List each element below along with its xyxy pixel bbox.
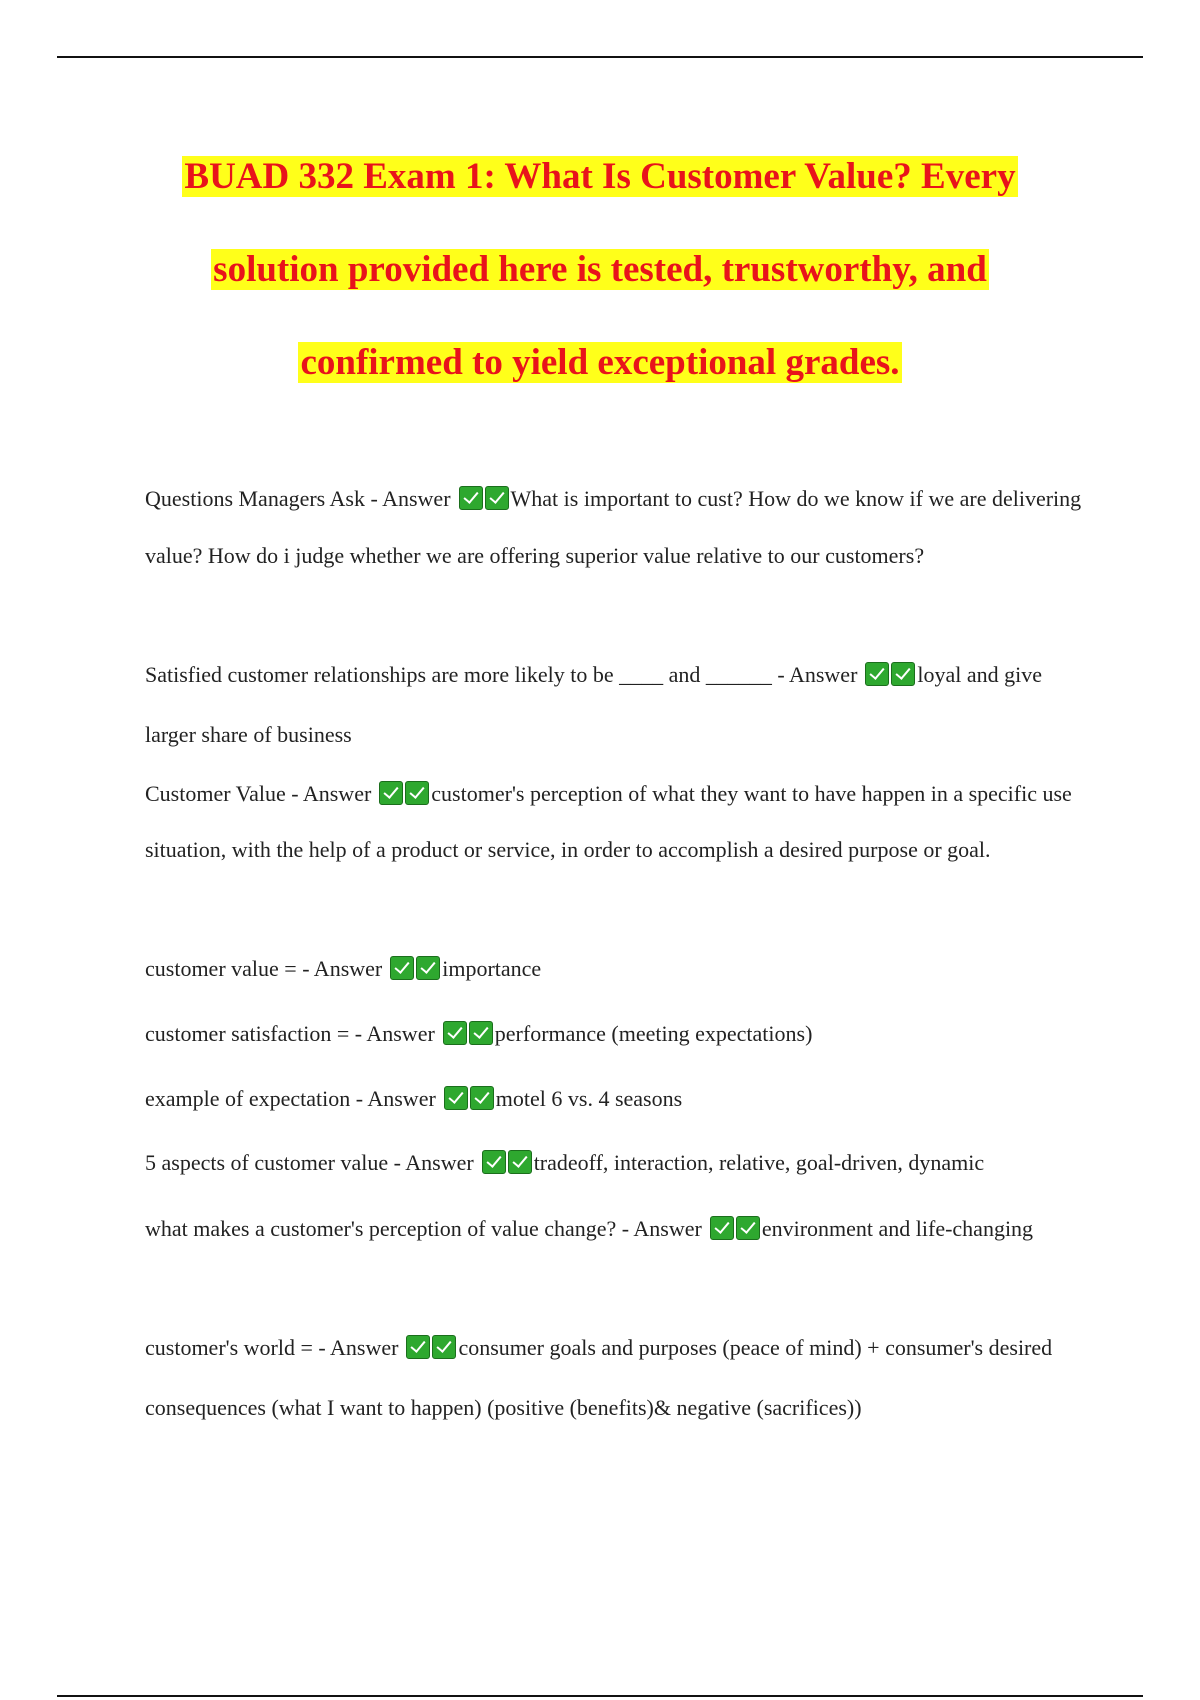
qa-item-6 [145,1070,1085,1128]
answer-text: customer's perception of what they want to have happen in a specific use situation, with the help of a product or service, in order to accomplish a desired purpose or goal. [145,781,1072,862]
answer-text: consumer goals and purposes (peace of mind) + consumer's desired consequences (what I want to happen) (positive (benefits)& negative (sacrifices)) [145,1335,1053,1420]
qa-item-2 [145,645,1085,765]
question-text: example of expectation - Answer [145,1086,436,1111]
checkmark-box-icon [891,662,915,686]
question-text: 5 aspects of customer value - Answer [145,1150,474,1175]
question-text: Questions Managers Ask - Answer [145,486,451,511]
answer-text: motel 6 vs. 4 seasons [495,1086,683,1111]
checkmark-box-icon [390,956,414,980]
qa-item-4 [145,940,1085,998]
title-line-1: BUAD 332 Exam 1: What Is Customer Value? Every [184,156,1016,197]
bottom-rule [57,1695,1143,1697]
top-rule [57,56,1143,58]
qa-item-9 [145,1318,1085,1438]
question-text: Customer Value - Answer [145,781,372,806]
question-text: customer satisfaction = - Answer [145,1021,435,1046]
title-line-2: solution provided here is tested, trustworthy, and [213,249,987,290]
qa-item-3 [145,766,1085,878]
checkmark-box-icon [459,486,483,510]
checkmark-box-icon [508,1150,532,1174]
answer-text: What is important to cust? How do we know if we are delivering value? How do i judge whether we are offering superior value relative to our customers? [145,486,1082,568]
checkmark-box-icon [416,956,440,980]
question-text: customer value = - Answer [145,956,383,981]
checkmark-box-icon [485,486,509,510]
checkmark-box-icon [444,1086,468,1110]
checkmark-box-icon [405,781,429,805]
qa-item-5 [145,1005,1085,1063]
qa-item-7 [145,1134,1085,1192]
document-title [110,130,1090,409]
checkmark-box-icon [406,1335,430,1359]
checkmark-box-icon [710,1216,734,1240]
answer-text: environment and life-changing [761,1216,1034,1241]
checkmark-box-icon [470,1086,494,1110]
checkmark-box-icon [443,1021,467,1045]
checkmark-box-icon [432,1335,456,1359]
answer-text: importance [442,956,542,981]
qa-item-8 [145,1199,1085,1259]
question-text: customer's world = - Answer [145,1335,399,1360]
answer-text: tradeoff, interaction, relative, goal-driven, dynamic [533,1150,985,1175]
question-text: Satisfied customer relationships are more likely to be ____ and ______ - Answer [145,662,858,687]
question-text: what makes a customer's perception of value change? - Answer [145,1216,702,1241]
qa-item-1 [145,470,1085,584]
title-line-3: confirmed to yield exceptional grades. [300,342,900,383]
answer-text: performance (meeting expectations) [494,1021,813,1046]
checkmark-box-icon [469,1021,493,1045]
checkmark-box-icon [379,781,403,805]
checkmark-box-icon [865,662,889,686]
checkmark-box-icon [482,1150,506,1174]
answer-text: loyal and give larger share of business [145,662,1043,747]
checkmark-box-icon [736,1216,760,1240]
